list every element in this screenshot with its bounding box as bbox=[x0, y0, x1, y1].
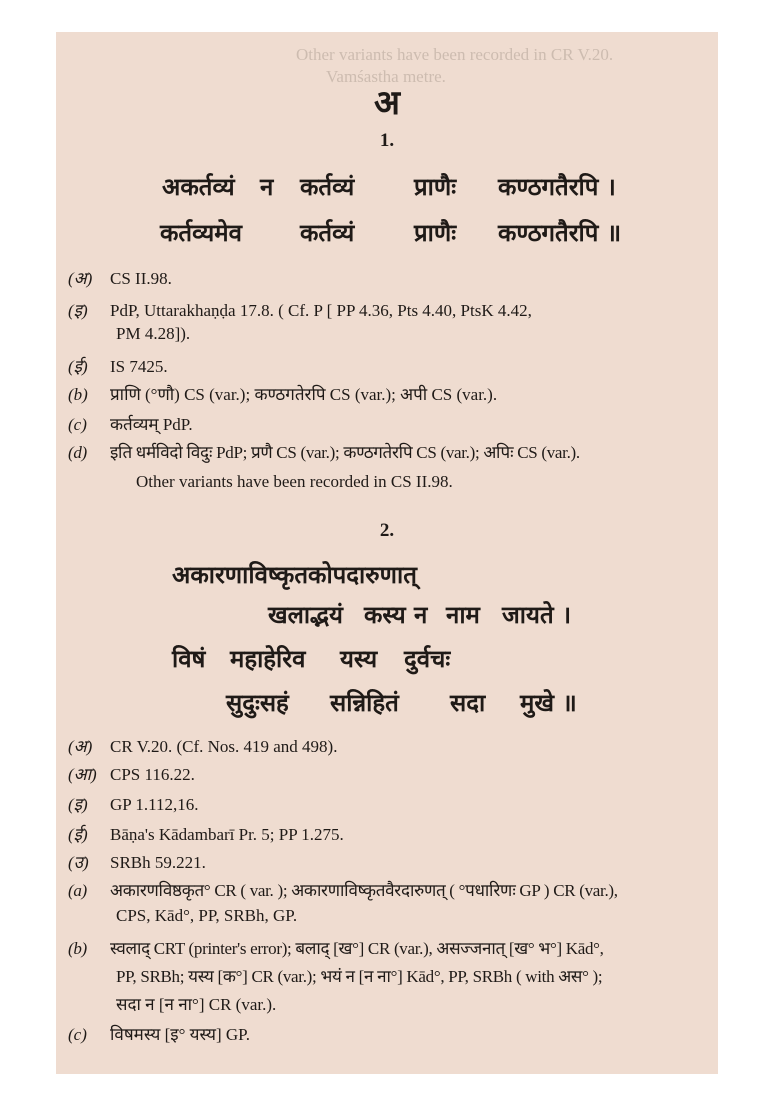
verse-word: न bbox=[414, 600, 428, 629]
ghost-line: Other variants have been recorded in CR V.20. bbox=[296, 45, 614, 64]
verse-word: कर्तव्यं bbox=[300, 172, 355, 201]
variant-text: इति धर्मविदो विदुः PdP; प्रणै CS (var.); कण्ठगतेरपि CS (var.); अपिः CS (var.). bbox=[110, 443, 580, 462]
variant-line bbox=[68, 936, 604, 959]
verse-word: कर्तव्यं bbox=[300, 218, 355, 247]
verse-1-number: 1. bbox=[379, 130, 395, 151]
verse-word: प्राणैः bbox=[414, 172, 457, 201]
source-mark: (इ) bbox=[68, 301, 88, 320]
variant-line bbox=[68, 878, 618, 901]
variant-continuation: सदा न [न ना°] CR (var.). bbox=[116, 995, 277, 1014]
variant-text: विषमस्य [इ° यस्य] GP. bbox=[110, 1025, 250, 1044]
source-mark: (अ) bbox=[68, 737, 93, 756]
source-text: SRBh 59.221. bbox=[110, 853, 206, 872]
variant-mark: (a) bbox=[68, 881, 87, 900]
variant-text: कर्तव्यम् PdP. bbox=[110, 415, 193, 434]
variant-continuation: CPS, Kād°, PP, SRBh, GP. bbox=[116, 906, 298, 925]
source-mark: (अ) bbox=[68, 269, 93, 288]
verse-word: अकर्तव्यं bbox=[162, 172, 235, 201]
source-line bbox=[68, 822, 344, 845]
other-variants-note: Other variants have been recorded in CS II.98. bbox=[136, 472, 453, 491]
verse-word: खलाद्भयं bbox=[268, 600, 343, 629]
source-mark: (उ) bbox=[68, 853, 89, 872]
book-page bbox=[56, 32, 718, 1074]
section-letter: अ bbox=[374, 83, 400, 123]
verse-word: महाहेरिव bbox=[230, 644, 306, 673]
variant-text: स्वलाद् CRT (printer's error); बलाद् [ख°] CR (var.), असज्जनात् [ख° भ°] Kād°, bbox=[110, 939, 604, 958]
verse-word: न bbox=[260, 172, 274, 201]
variant-mark: (b) bbox=[68, 939, 87, 958]
verse-word: मुखे ॥ bbox=[520, 688, 577, 717]
variant-text: प्राणि (°णौ) CS (var.); कण्ठगतेरपि CS (var.); अपी CS (var.). bbox=[110, 385, 498, 404]
variant-continuation: PP, SRBh; यस्य [क°] CR (var.); भयं न [न ना°] Kād°, PP, SRBh ( with अस° ); bbox=[116, 967, 603, 986]
source-text: CS II.98. bbox=[110, 269, 172, 288]
verse-word: जायते । bbox=[502, 600, 572, 629]
source-text: IS 7425. bbox=[110, 357, 168, 376]
verse-word: कण्ठगतैरपि । bbox=[498, 172, 616, 201]
variant-line bbox=[68, 412, 193, 435]
source-text: Bāṇa's Kādambarī Pr. 5; PP 1.275. bbox=[110, 825, 344, 844]
source-text: GP 1.112,16. bbox=[110, 795, 199, 814]
verse-word: दुर्वचः bbox=[404, 644, 451, 673]
source-mark: (आ) bbox=[68, 765, 97, 784]
source-mark: (इ) bbox=[68, 795, 88, 814]
verse-word: प्राणैः bbox=[414, 218, 457, 247]
variant-mark: (d) bbox=[68, 443, 87, 462]
variant-mark: (c) bbox=[68, 1025, 87, 1044]
variant-line bbox=[68, 1022, 250, 1045]
source-line bbox=[68, 734, 337, 757]
source-line bbox=[68, 354, 168, 377]
verse-word: कर्तव्यमेव bbox=[160, 218, 242, 247]
source-mark: (ई) bbox=[68, 357, 88, 376]
verse-word: नाम bbox=[446, 600, 480, 629]
source-continuation: PM 4.28]). bbox=[116, 324, 191, 343]
source-line bbox=[68, 850, 206, 873]
source-text: CR V.20. (Cf. Nos. 419 and 498). bbox=[110, 737, 338, 756]
verse-word: सदा bbox=[450, 688, 486, 717]
source-line bbox=[68, 266, 172, 289]
source-mark: (ई) bbox=[68, 825, 88, 844]
variant-mark: (c) bbox=[68, 415, 87, 434]
verse-word: यस्य bbox=[340, 644, 378, 673]
source-text: PdP, Uttarakhaṇḍa 17.8. ( Cf. P [ PP 4.36, Pts 4.40, PtsK 4.42, bbox=[110, 301, 532, 320]
variant-line bbox=[68, 440, 580, 463]
source-text: CPS 116.22. bbox=[110, 765, 195, 784]
variant-line bbox=[68, 382, 497, 405]
verse-word: कस्य bbox=[364, 600, 406, 629]
variant-mark: (b) bbox=[68, 385, 88, 404]
verse-2-line-1: अकारणाविष्कृतकोपदारुणात् bbox=[172, 560, 417, 589]
verse-word: कण्ठगतैरपि ॥ bbox=[498, 218, 622, 247]
verse-word: सन्निहितं bbox=[330, 688, 399, 717]
ghost-line: Vamśastha metre. bbox=[326, 67, 446, 86]
source-line bbox=[68, 298, 532, 321]
verse-2-number: 2. bbox=[379, 520, 395, 541]
verse-word: सुदुःसहं bbox=[226, 688, 289, 717]
variant-text: अकारणविष्ठकृत° CR ( var. ); अकारणाविष्कृतवैरदारुणत् ( °पधारिणः GP ) CR (var.), bbox=[110, 881, 618, 900]
source-line bbox=[68, 762, 195, 785]
verse-word: विषं bbox=[172, 644, 206, 673]
source-line bbox=[68, 792, 198, 815]
